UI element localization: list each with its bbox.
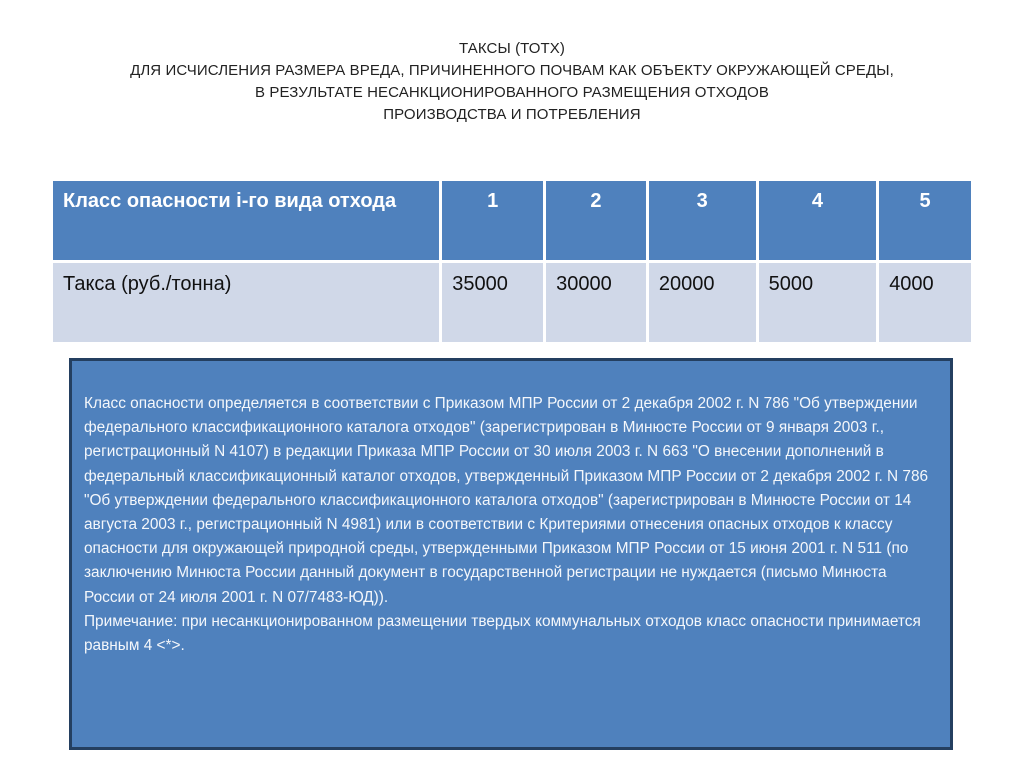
header-cell-class-3: 3: [647, 180, 757, 262]
tax-rate-table: [50, 178, 974, 345]
title-line-1: ТАКСЫ (ТОТХ): [458, 40, 566, 57]
header-cell-class-4: 4: [757, 180, 878, 262]
tax-value-class-4: 5000: [757, 262, 878, 344]
title-line-4: ПРОИЗВОДСТВА И ПОТРЕБЛЕНИЯ: [383, 106, 641, 123]
tax-value-class-1: 35000: [441, 262, 545, 344]
table-row: [52, 262, 973, 344]
header-cell-class-5: 5: [878, 180, 973, 262]
note-box: [69, 358, 953, 750]
header-cell-hazard-class: Класс опасности i-го вида отхода: [52, 180, 441, 262]
title-line-3: В РЕЗУЛЬТАТЕ НЕСАНКЦИОНИРОВАННОГО РАЗМЕЩЕНИЯ ОТХОДОВ: [255, 84, 769, 101]
row-label-tax: Такса (руб./тонна): [52, 262, 441, 344]
note-main-text: Класс опасности определяется в соответствии с Приказом МПР России от 2 декабря 2002 г. N 786 "Об утверждении федерального классификационного каталога отходов" (зарегистрирован в Минюсте России от 9 января 2003 г., регистрационный N 4107) в редакции Приказа МПР России от 30 июля 2003 г. N 663 "О внесении дополнений в федеральный классификационный каталог отходов, утвержденный Приказом МПР России от 2 декабря 2002 г. N 786 "Об утверждении федерального классификационного каталога отходов" (зарегистрирован в Минюсте России от 14 августа 2003 г., регистрационный N 4981) или в соответствии с Критериями отнесения опасных отходов к классу опасности для окружающей природной среды, утвержденными Приказом МПР России от 15 июня 2001 г. N 511 (по заключению Минюста России данный документ в государственной регистрации не нуждается (письмо Минюста России от 24 июля 2001 г. N 07/7483-ЮД)).: [84, 395, 929, 606]
note-remark-text: Примечание: при несанкционированном размещении твердых коммунальных отходов класс опасности принимается равным 4 <*>.: [84, 612, 921, 655]
table-header-row: [52, 180, 973, 262]
page-title: [0, 38, 1024, 126]
tax-value-class-3: 20000: [647, 262, 757, 344]
tax-value-class-5: 4000: [878, 262, 973, 344]
header-cell-class-2: 2: [545, 180, 648, 262]
title-line-2: ДЛЯ ИСЧИСЛЕНИЯ РАЗМЕРА ВРЕДА, ПРИЧИНЕННОГО ПОЧВАМ КАК ОБЪЕКТУ ОКРУЖАЮЩЕЙ СРЕДЫ,: [130, 62, 894, 79]
header-cell-class-1: 1: [441, 180, 545, 262]
tax-value-class-2: 30000: [545, 262, 648, 344]
